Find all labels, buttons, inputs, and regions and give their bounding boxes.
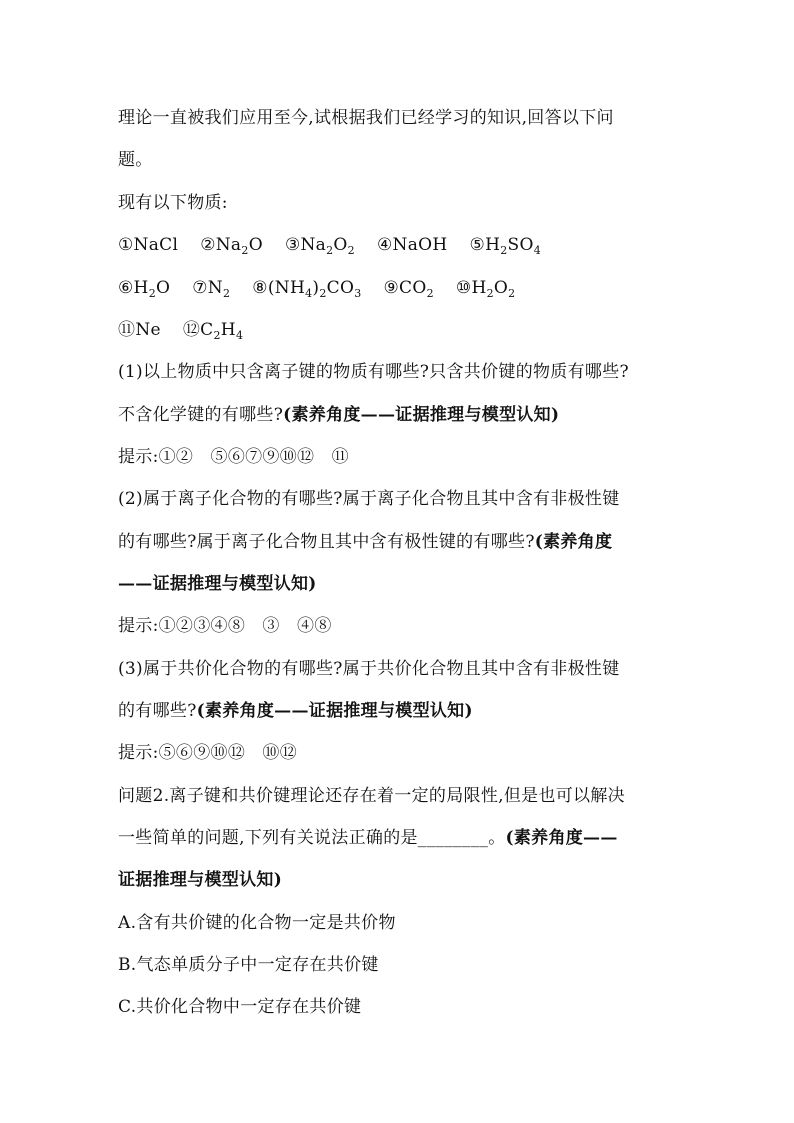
q3-line-1: (3)属于共价化合物的有哪些?属于共价化合物且其中含有非极性键 xyxy=(118,659,620,679)
formula-subscript: 2 xyxy=(241,244,249,257)
substance-row-1 xyxy=(118,233,541,257)
formula-subscript: 2 xyxy=(148,287,156,300)
q2-line-3: ——证据推理与模型认知) xyxy=(118,574,317,594)
formula-text: O xyxy=(248,235,263,255)
q3-literacy-tag: (素养角度——证据推理与模型认知) xyxy=(196,701,473,721)
problem2-line-1: 问题2.离子键和共价键理论还存在着一定的局限性,但是也可以解决 xyxy=(118,786,625,806)
formula-text: NaOH xyxy=(392,235,448,255)
formula-subscript: 2 xyxy=(326,244,334,257)
formula-text: NaCl xyxy=(133,235,179,255)
formula-subscript: 3 xyxy=(354,287,362,300)
formula-subscript: 2 xyxy=(500,244,508,257)
formula-subscript: 2 xyxy=(486,287,494,300)
q1-line-2 xyxy=(118,403,559,427)
substance-item xyxy=(285,235,355,255)
substance-number: ⑥ xyxy=(118,278,134,298)
problem2-line-3: 证据推理与模型认知) xyxy=(118,870,283,890)
formula-text: C xyxy=(200,320,214,340)
q2-line-2 xyxy=(118,530,612,554)
substance-number: ⑧ xyxy=(252,278,268,298)
problem2-literacy-tag: (素养角度—— xyxy=(505,828,618,848)
formula-subscript: 4 xyxy=(305,287,313,300)
substance-item xyxy=(252,278,361,298)
problem2-line-2 xyxy=(118,826,618,850)
formula-text: ) xyxy=(312,278,320,298)
substance-item xyxy=(456,278,516,298)
substances-heading: 现有以下物质: xyxy=(118,193,228,213)
intro-line-1: 理论一直被我们应用至今,试根据我们已经学习的知识,回答以下问 xyxy=(118,108,614,128)
q1-line-2-text: 不含化学键的有哪些? xyxy=(118,405,284,425)
substance-number: ⑦ xyxy=(192,278,208,298)
formula-text: Na xyxy=(215,235,242,255)
formula-subscript: 2 xyxy=(508,287,516,300)
formula-subscript: 2 xyxy=(213,329,221,342)
formula-text: Ne xyxy=(135,320,161,340)
substance-item xyxy=(470,235,542,255)
substance-row-3 xyxy=(118,318,243,342)
q3-hint: 提示:⑤⑥⑨⑩⑫ ⑩⑫ xyxy=(118,743,298,763)
problem2-line-2-text: 一些简单的问题,下列有关说法正确的是________。 xyxy=(118,828,506,848)
substance-item xyxy=(384,278,434,298)
formula-subscript: 2 xyxy=(426,287,434,300)
option-c: C.共价化合物中一定存在共价键 xyxy=(118,997,362,1017)
formula-text: H xyxy=(471,278,487,298)
q2-line-2-text: 的有哪些?属于离子化合物且其中含有极性键的有哪些? xyxy=(118,532,535,552)
substance-number: ② xyxy=(200,235,216,255)
substance-number: ④ xyxy=(376,235,393,255)
formula-text: H xyxy=(485,235,501,255)
formula-subscript: 4 xyxy=(235,329,244,342)
formula-text: H xyxy=(220,320,236,340)
q2-line-1: (2)属于离子化合物的有哪些?属于离子化合物且其中含有非极性键 xyxy=(118,489,620,509)
substance-number: ③ xyxy=(284,235,301,255)
substance-item xyxy=(377,235,448,255)
formula-text: H xyxy=(133,278,149,298)
formula-text: O xyxy=(333,235,348,255)
formula-text: Na xyxy=(300,235,327,255)
substance-number: ⑪ xyxy=(118,320,136,340)
formula-subscript: 4 xyxy=(533,244,542,257)
substance-number: ⑩ xyxy=(455,278,472,298)
substance-number: ⑫ xyxy=(182,320,201,340)
substance-item xyxy=(118,278,170,298)
substance-number: ⑤ xyxy=(469,235,486,255)
formula-text: SO xyxy=(507,235,534,255)
formula-text: (NH xyxy=(267,278,306,298)
option-a: A.含有共价键的化合物一定是共价物 xyxy=(118,913,396,933)
q2-literacy-tag: (素养角度 xyxy=(534,532,613,552)
substance-number: ⑨ xyxy=(383,278,400,298)
formula-text: CO xyxy=(326,278,355,298)
formula-subscript: 2 xyxy=(319,287,327,300)
q1-hint: 提示:①② ⑤⑥⑦⑨⑩⑫ ⑪ xyxy=(118,447,349,467)
substance-item xyxy=(118,320,161,340)
q2-hint: 提示:①②③④⑧ ③ ④⑧ xyxy=(118,616,332,636)
formula-text: O xyxy=(156,278,171,298)
substance-item xyxy=(192,278,230,298)
substance-item xyxy=(183,320,243,340)
q1-literacy-tag: (素养角度——证据推理与模型认知) xyxy=(283,405,560,425)
formula-subscript: 2 xyxy=(347,244,355,257)
formula-text: CO xyxy=(399,278,427,298)
q1-line-1: (1)以上物质中只含离子键的物质有哪些?只含共价键的物质有哪些? xyxy=(118,362,629,382)
formula-subscript: 2 xyxy=(222,287,231,300)
intro-line-2: 题。 xyxy=(118,150,153,170)
substance-item xyxy=(200,235,263,255)
q3-line-2-text: 的有哪些? xyxy=(118,701,197,721)
formula-text: N xyxy=(207,278,223,298)
formula-text: O xyxy=(493,278,509,298)
option-b: B.气态单质分子中一定存在共价键 xyxy=(118,955,379,975)
substance-item xyxy=(118,235,178,255)
substance-number: ① xyxy=(118,235,134,255)
substance-row-2 xyxy=(118,276,515,300)
q3-line-2 xyxy=(118,699,473,723)
